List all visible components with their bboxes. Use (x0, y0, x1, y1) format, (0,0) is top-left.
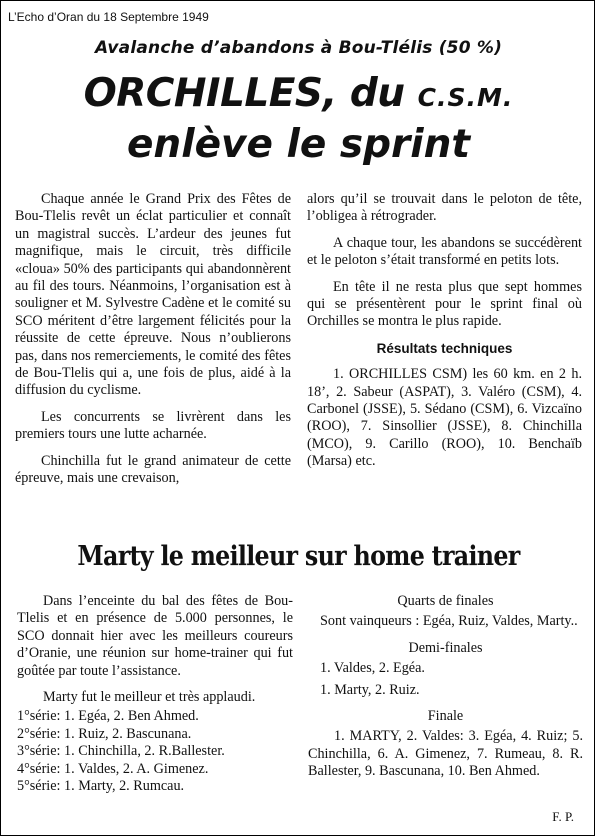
kicker-headline: Avalanche d’abandons à Bou-Tlélis (50 %) (94, 38, 503, 58)
article1-column-right (307, 191, 582, 480)
article2-column-left (17, 593, 293, 795)
article1-paragraph: alors qu’il se trouvait dans le peloton de tête, l’obligea à rétrograder. (307, 191, 582, 225)
author-signature: F. P. (552, 809, 574, 824)
main-headline-line2: enlève le sprint (126, 122, 471, 167)
series-result: 5°série: 1. Marty, 2. Rumcau. (17, 778, 185, 795)
demi-line: 1. Valdes, 2. Egéa. (320, 660, 425, 677)
main-headline-line1 (1, 71, 595, 121)
article1-paragraph: Les concurrents se livrèrent dans les premiers tours une lutte acharnée. (15, 408, 291, 443)
article1-paragraph: En tête il ne resta plus que sept hommes qui se présentèrent pour le sprint final où Orchilles se montra le plus rapide. (307, 278, 582, 330)
main-headline-name: ORCHILLES, du (83, 71, 405, 116)
results-list: 1. ORCHILLES CSM) les 60 km. en 2 h. 18’, 2. Sabeur (ASPAT), 3. Valéro (CSM), 4. Carbonel (JSSE), 5. Sédano (CSM), 6. Vizcaïno (ROO), 7. Sinsollier (JSSE), 8. Chinchilla (MCO), 9. Carillo (ROO), 10. Benchaïb (Marsa) etc. (307, 366, 582, 470)
quarts-heading: Quarts de finales (397, 593, 494, 609)
series-result: 1°série: 1. Egéa, 2. Ben Ahmed. (17, 708, 199, 725)
demi-heading: Demi-finales (408, 639, 483, 656)
series-result: 4°série: 1. Valdes, 2. A. Gimenez. (17, 760, 209, 777)
article1-column-left (15, 191, 291, 497)
series-result: 2°série: 1. Ruiz, 2. Bascunana. (17, 725, 192, 742)
article1-paragraph: A chaque tour, les abandons se succédèrent et le peloton s’était transformé en petits lots. (307, 234, 582, 269)
main-headline-club: C.S.M. (417, 83, 514, 112)
article2-column-right (308, 593, 583, 790)
quarts-text: Sont vainqueurs : Egéa, Ruiz, Valdes, Marty.. (320, 613, 578, 630)
article1-paragraph: Chinchilla fut le grand animateur de cette épreuve, mais une crevaison, (15, 452, 291, 487)
demi-line: 1. Marty, 2. Ruiz. (320, 681, 420, 698)
finale-text: 1. MARTY, 2. Valdes: 3. Egéa, 4. Ruiz; 5. Chinchilla, 6. A. Gimenez, 7. Rumeau, 8. R. Ballester, 9. Bascunana, 10. Ben Ahmed. (308, 728, 583, 780)
source-caption: L’Echo d’Oran du 18 Septembre 1949 (8, 10, 209, 24)
series-result: 3°série: 1. Chinchilla, 2. R.Ballester. (17, 743, 225, 760)
results-heading: Résultats techniques (376, 340, 513, 356)
article1-paragraph: Chaque année le Grand Prix des Fêtes de Bou-Tlelis revêt un éclat particulier et connaît un magistral succès. L’ardeur des jeunes fut magnifique, mais le circuit, très difficile «cloua» 50% des participants qui abandonnèrent au fil des tours. Néanmoins, l’organisation est à souligner et M. Sylvestre Cadène et le comité su SCO méritent d’être largement félicités pour la réussite de cette épreuve. Nous n’oublierons pas, dans nos remerciements, le comité des fêtes de Bou-Tlelis qui a, une fois de plus, aidé à la diffusion du cyclisme. (15, 191, 291, 399)
second-headline: Marty le meilleur sur home trainer (77, 541, 520, 572)
article2-paragraph: Marty fut le meilleur et très applaudi. (43, 689, 256, 706)
article2-paragraph: Dans l’enceinte du bal des fêtes de Bou-Tlelis et en présence de 5.000 personnes, le SCO donnait hier avec les meilleurs coureurs d’Oranie, une réunion sur home-trainer qui fut goûtée par toute l’assistance. (17, 593, 293, 679)
finale-heading: Finale (427, 708, 464, 725)
